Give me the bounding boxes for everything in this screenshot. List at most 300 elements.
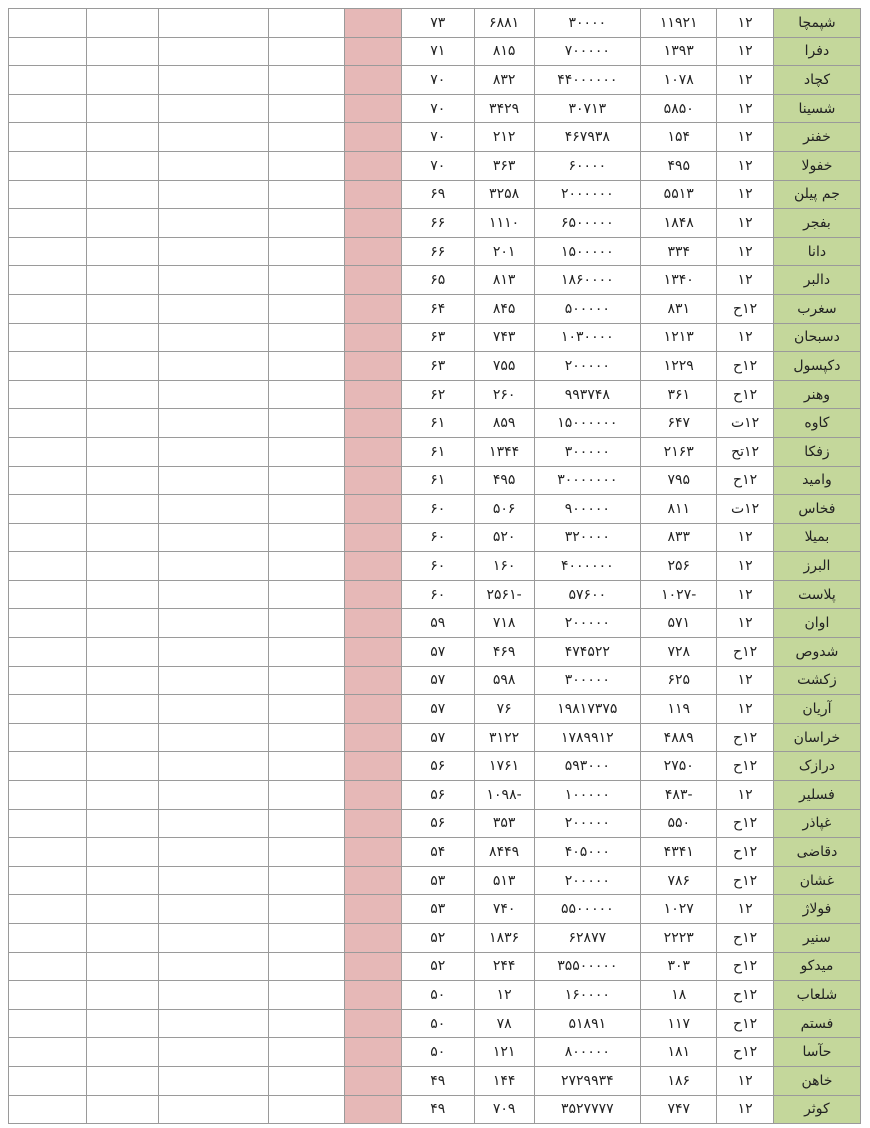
symbol-name-cell[interactable]: دفرا: [773, 37, 860, 66]
symbol-name-cell[interactable]: درازک: [773, 752, 860, 781]
highlight-cell[interactable]: [345, 37, 402, 66]
empty-cell[interactable]: [9, 323, 87, 352]
symbol-name-cell[interactable]: حآسا: [773, 1038, 860, 1067]
amount-cell[interactable]: ۲۰۰۰۰۰: [534, 866, 641, 895]
empty-cell[interactable]: [9, 866, 87, 895]
symbol-name-cell[interactable]: دسبحان: [773, 323, 860, 352]
score-cell[interactable]: ۶۰: [401, 580, 474, 609]
highlight-cell[interactable]: [345, 380, 402, 409]
empty-cell[interactable]: [9, 580, 87, 609]
highlight-cell[interactable]: [345, 952, 402, 981]
empty-cell[interactable]: [269, 981, 345, 1010]
empty-cell[interactable]: [159, 209, 269, 238]
empty-cell[interactable]: [159, 409, 269, 438]
empty-cell[interactable]: [159, 723, 269, 752]
amount-cell[interactable]: ۵۹۳۰۰۰: [534, 752, 641, 781]
empty-cell[interactable]: [87, 523, 159, 552]
empty-cell[interactable]: [9, 952, 87, 981]
code-cell[interactable]: ۱۲: [717, 895, 774, 924]
amount-cell[interactable]: ۶۲۸۷۷: [534, 924, 641, 953]
empty-cell[interactable]: [87, 94, 159, 123]
score-cell[interactable]: ۵۶: [401, 781, 474, 810]
empty-cell[interactable]: [87, 866, 159, 895]
score-cell[interactable]: ۵۷: [401, 723, 474, 752]
empty-cell[interactable]: [159, 180, 269, 209]
highlight-cell[interactable]: [345, 66, 402, 95]
code-cell[interactable]: ۱۲ح: [717, 838, 774, 867]
empty-cell[interactable]: [87, 723, 159, 752]
empty-cell[interactable]: [9, 466, 87, 495]
empty-cell[interactable]: [159, 1009, 269, 1038]
code-cell[interactable]: ۱۲: [717, 209, 774, 238]
empty-cell[interactable]: [9, 66, 87, 95]
value-cell[interactable]: ۲۱۲: [474, 123, 534, 152]
score-cell[interactable]: ۵۰: [401, 1009, 474, 1038]
empty-cell[interactable]: [159, 638, 269, 667]
amount-cell[interactable]: ۵۱۸۹۱: [534, 1009, 641, 1038]
empty-cell[interactable]: [159, 466, 269, 495]
highlight-cell[interactable]: [345, 523, 402, 552]
value-cell[interactable]: ۳۵۳: [474, 809, 534, 838]
value-cell[interactable]: ۷۸: [474, 1009, 534, 1038]
symbol-name-cell[interactable]: خراسان: [773, 723, 860, 752]
score-cell[interactable]: ۶۹: [401, 180, 474, 209]
empty-cell[interactable]: [159, 94, 269, 123]
code-cell[interactable]: ۱۲: [717, 695, 774, 724]
amount-cell[interactable]: ۱۰۳۰۰۰۰: [534, 323, 641, 352]
value-cell[interactable]: ۸۴۵: [474, 294, 534, 323]
value-cell[interactable]: ۸۳۲: [474, 66, 534, 95]
count-cell[interactable]: ۱۸۴۸: [641, 209, 717, 238]
empty-cell[interactable]: [159, 666, 269, 695]
empty-cell[interactable]: [9, 151, 87, 180]
score-cell[interactable]: ۶۱: [401, 466, 474, 495]
code-cell[interactable]: ۱۲: [717, 552, 774, 581]
highlight-cell[interactable]: [345, 1009, 402, 1038]
empty-cell[interactable]: [269, 37, 345, 66]
symbol-name-cell[interactable]: شلعاب: [773, 981, 860, 1010]
empty-cell[interactable]: [87, 352, 159, 381]
score-cell[interactable]: ۵۶: [401, 752, 474, 781]
empty-cell[interactable]: [269, 523, 345, 552]
empty-cell[interactable]: [269, 809, 345, 838]
count-cell[interactable]: ۱۵۴: [641, 123, 717, 152]
code-cell[interactable]: ۱۲ح: [717, 1038, 774, 1067]
highlight-cell[interactable]: [345, 180, 402, 209]
empty-cell[interactable]: [269, 723, 345, 752]
empty-cell[interactable]: [87, 781, 159, 810]
score-cell[interactable]: ۵۲: [401, 924, 474, 953]
empty-cell[interactable]: [159, 838, 269, 867]
value-cell[interactable]: ۱۱۱۰: [474, 209, 534, 238]
symbol-name-cell[interactable]: فولاژ: [773, 895, 860, 924]
empty-cell[interactable]: [9, 409, 87, 438]
value-cell[interactable]: ۲۰۱: [474, 237, 534, 266]
empty-cell[interactable]: [269, 409, 345, 438]
code-cell[interactable]: ۱۲ح: [717, 1009, 774, 1038]
count-cell[interactable]: ۱۲۱۳: [641, 323, 717, 352]
score-cell[interactable]: ۶۶: [401, 209, 474, 238]
amount-cell[interactable]: ۲۰۰۰۰۰۰: [534, 180, 641, 209]
empty-cell[interactable]: [269, 151, 345, 180]
value-cell[interactable]: ۷۱۸: [474, 609, 534, 638]
score-cell[interactable]: ۷۱: [401, 37, 474, 66]
count-cell[interactable]: ۱۲۲۹: [641, 352, 717, 381]
code-cell[interactable]: ۱۲ت: [717, 409, 774, 438]
symbol-name-cell[interactable]: شسینا: [773, 94, 860, 123]
count-cell[interactable]: ۵۷۱: [641, 609, 717, 638]
empty-cell[interactable]: [269, 180, 345, 209]
score-cell[interactable]: ۶۱: [401, 437, 474, 466]
value-cell[interactable]: ۱۷۶۱: [474, 752, 534, 781]
value-cell[interactable]: ۸۱۵: [474, 37, 534, 66]
code-cell[interactable]: ۱۲: [717, 266, 774, 295]
empty-cell[interactable]: [9, 495, 87, 524]
amount-cell[interactable]: ۳۰۷۱۳: [534, 94, 641, 123]
amount-cell[interactable]: ۳۵۵۰۰۰۰۰: [534, 952, 641, 981]
empty-cell[interactable]: [269, 752, 345, 781]
highlight-cell[interactable]: [345, 209, 402, 238]
count-cell[interactable]: ۷۸۶: [641, 866, 717, 895]
empty-cell[interactable]: [9, 37, 87, 66]
value-cell[interactable]: ۷۶: [474, 695, 534, 724]
symbol-name-cell[interactable]: کاوه: [773, 409, 860, 438]
value-cell[interactable]: ۲۶۰: [474, 380, 534, 409]
empty-cell[interactable]: [159, 495, 269, 524]
code-cell[interactable]: ۱۲: [717, 180, 774, 209]
score-cell[interactable]: ۵۳: [401, 895, 474, 924]
empty-cell[interactable]: [87, 580, 159, 609]
symbol-name-cell[interactable]: بمیلا: [773, 523, 860, 552]
amount-cell[interactable]: ۱۶۰۰۰۰: [534, 981, 641, 1010]
empty-cell[interactable]: [269, 895, 345, 924]
value-cell[interactable]: ۱۳۴۴: [474, 437, 534, 466]
count-cell[interactable]: ۲۲۲۳: [641, 924, 717, 953]
amount-cell[interactable]: ۶۵۰۰۰۰۰: [534, 209, 641, 238]
score-cell[interactable]: ۷۰: [401, 66, 474, 95]
empty-cell[interactable]: [9, 1009, 87, 1038]
empty-cell[interactable]: [269, 781, 345, 810]
highlight-cell[interactable]: [345, 695, 402, 724]
highlight-cell[interactable]: [345, 838, 402, 867]
code-cell[interactable]: ۱۲ح: [717, 466, 774, 495]
highlight-cell[interactable]: [345, 1095, 402, 1124]
empty-cell[interactable]: [269, 580, 345, 609]
empty-cell[interactable]: [87, 294, 159, 323]
symbol-name-cell[interactable]: آریان: [773, 695, 860, 724]
symbol-name-cell[interactable]: دانا: [773, 237, 860, 266]
empty-cell[interactable]: [159, 1038, 269, 1067]
empty-cell[interactable]: [87, 180, 159, 209]
count-cell[interactable]: ۱۰۷۸: [641, 66, 717, 95]
symbol-name-cell[interactable]: البرز: [773, 552, 860, 581]
symbol-name-cell[interactable]: سنیر: [773, 924, 860, 953]
code-cell[interactable]: ۱۲ح: [717, 866, 774, 895]
code-cell[interactable]: ۱۲: [717, 66, 774, 95]
empty-cell[interactable]: [87, 495, 159, 524]
empty-cell[interactable]: [9, 380, 87, 409]
amount-cell[interactable]: ۴۰۰۰۰۰۰: [534, 552, 641, 581]
empty-cell[interactable]: [159, 323, 269, 352]
empty-cell[interactable]: [269, 437, 345, 466]
value-cell[interactable]: ۷۵۵: [474, 352, 534, 381]
empty-cell[interactable]: [159, 123, 269, 152]
symbol-name-cell[interactable]: اوان: [773, 609, 860, 638]
code-cell[interactable]: ۱۲: [717, 37, 774, 66]
highlight-cell[interactable]: [345, 924, 402, 953]
amount-cell[interactable]: ۱۸۶۰۰۰۰: [534, 266, 641, 295]
value-cell[interactable]: ۳۶۳: [474, 151, 534, 180]
empty-cell[interactable]: [159, 266, 269, 295]
symbol-name-cell[interactable]: جم پیلن: [773, 180, 860, 209]
code-cell[interactable]: ۱۲: [717, 94, 774, 123]
empty-cell[interactable]: [87, 552, 159, 581]
empty-cell[interactable]: [9, 294, 87, 323]
empty-cell[interactable]: [9, 1095, 87, 1124]
empty-cell[interactable]: [9, 94, 87, 123]
highlight-cell[interactable]: [345, 495, 402, 524]
count-cell[interactable]: ۸۳۳: [641, 523, 717, 552]
empty-cell[interactable]: [87, 437, 159, 466]
value-cell[interactable]: ۵۰۶: [474, 495, 534, 524]
symbol-name-cell[interactable]: میدکو: [773, 952, 860, 981]
score-cell[interactable]: ۴۹: [401, 1066, 474, 1095]
score-cell[interactable]: ۵۷: [401, 638, 474, 667]
symbol-name-cell[interactable]: زکشت: [773, 666, 860, 695]
empty-cell[interactable]: [87, 151, 159, 180]
amount-cell[interactable]: ۱۵۰۰۰۰۰: [534, 237, 641, 266]
value-cell[interactable]: ۴۶۹: [474, 638, 534, 667]
count-cell[interactable]: ۸۳۱: [641, 294, 717, 323]
empty-cell[interactable]: [269, 294, 345, 323]
empty-cell[interactable]: [87, 924, 159, 953]
highlight-cell[interactable]: [345, 437, 402, 466]
code-cell[interactable]: ۱۲: [717, 666, 774, 695]
score-cell[interactable]: ۵۹: [401, 609, 474, 638]
count-cell[interactable]: ۱۱۹۲۱: [641, 9, 717, 38]
highlight-cell[interactable]: [345, 266, 402, 295]
count-cell[interactable]: ۶۲۵: [641, 666, 717, 695]
count-cell[interactable]: ۷۹۵: [641, 466, 717, 495]
empty-cell[interactable]: [87, 466, 159, 495]
highlight-cell[interactable]: [345, 123, 402, 152]
code-cell[interactable]: ۱۲تح: [717, 437, 774, 466]
amount-cell[interactable]: ۳۰۰۰۰۰۰۰: [534, 466, 641, 495]
symbol-name-cell[interactable]: سغرب: [773, 294, 860, 323]
highlight-cell[interactable]: [345, 723, 402, 752]
score-cell[interactable]: ۷۰: [401, 94, 474, 123]
symbol-name-cell[interactable]: خفنر: [773, 123, 860, 152]
symbol-name-cell[interactable]: غشان: [773, 866, 860, 895]
empty-cell[interactable]: [9, 981, 87, 1010]
empty-cell[interactable]: [87, 380, 159, 409]
code-cell[interactable]: ۱۲ح: [717, 981, 774, 1010]
value-cell[interactable]: ۵۹۸: [474, 666, 534, 695]
value-cell[interactable]: ۳۱۲۲: [474, 723, 534, 752]
code-cell[interactable]: ۱۲: [717, 781, 774, 810]
symbol-name-cell[interactable]: دکپسول: [773, 352, 860, 381]
score-cell[interactable]: ۷۰: [401, 123, 474, 152]
highlight-cell[interactable]: [345, 552, 402, 581]
value-cell[interactable]: ۱۶۰: [474, 552, 534, 581]
symbol-name-cell[interactable]: پلاست: [773, 580, 860, 609]
empty-cell[interactable]: [269, 1066, 345, 1095]
count-cell[interactable]: ۵۸۵۰: [641, 94, 717, 123]
symbol-name-cell[interactable]: زفکا: [773, 437, 860, 466]
symbol-name-cell[interactable]: شپمچا: [773, 9, 860, 38]
highlight-cell[interactable]: [345, 151, 402, 180]
count-cell[interactable]: ۱۳۴۰: [641, 266, 717, 295]
amount-cell[interactable]: ۱۷۸۹۹۱۲: [534, 723, 641, 752]
highlight-cell[interactable]: [345, 1038, 402, 1067]
highlight-cell[interactable]: [345, 809, 402, 838]
empty-cell[interactable]: [159, 580, 269, 609]
empty-cell[interactable]: [269, 237, 345, 266]
value-cell[interactable]: ۸۱۳: [474, 266, 534, 295]
value-cell[interactable]: ۱۴۴: [474, 1066, 534, 1095]
score-cell[interactable]: ۶۳: [401, 323, 474, 352]
count-cell[interactable]: ۴۹۵: [641, 151, 717, 180]
code-cell[interactable]: ۱۲: [717, 1095, 774, 1124]
empty-cell[interactable]: [159, 237, 269, 266]
score-cell[interactable]: ۷۳: [401, 9, 474, 38]
empty-cell[interactable]: [87, 9, 159, 38]
empty-cell[interactable]: [159, 1095, 269, 1124]
value-cell[interactable]: ۷۰۹: [474, 1095, 534, 1124]
value-cell[interactable]: ۱۲: [474, 981, 534, 1010]
empty-cell[interactable]: [9, 838, 87, 867]
count-cell[interactable]: ۱۳۹۳: [641, 37, 717, 66]
amount-cell[interactable]: ۱۰۰۰۰۰: [534, 781, 641, 810]
highlight-cell[interactable]: [345, 294, 402, 323]
amount-cell[interactable]: ۹۹۳۷۴۸: [534, 380, 641, 409]
empty-cell[interactable]: [159, 809, 269, 838]
score-cell[interactable]: ۴۹: [401, 1095, 474, 1124]
code-cell[interactable]: ۱۲: [717, 151, 774, 180]
empty-cell[interactable]: [159, 981, 269, 1010]
empty-cell[interactable]: [269, 924, 345, 953]
empty-cell[interactable]: [9, 924, 87, 953]
empty-cell[interactable]: [87, 838, 159, 867]
value-cell[interactable]: ۱۸۳۶: [474, 924, 534, 953]
empty-cell[interactable]: [9, 180, 87, 209]
score-cell[interactable]: ۵۴: [401, 838, 474, 867]
highlight-cell[interactable]: [345, 9, 402, 38]
highlight-cell[interactable]: [345, 466, 402, 495]
symbol-name-cell[interactable]: دقاضی: [773, 838, 860, 867]
empty-cell[interactable]: [269, 352, 345, 381]
empty-cell[interactable]: [269, 838, 345, 867]
count-cell[interactable]: ۱۸۱: [641, 1038, 717, 1067]
symbol-name-cell[interactable]: فخاس: [773, 495, 860, 524]
empty-cell[interactable]: [159, 924, 269, 953]
empty-cell[interactable]: [9, 552, 87, 581]
count-cell[interactable]: ۸۱۱: [641, 495, 717, 524]
amount-cell[interactable]: ۸۰۰۰۰۰: [534, 1038, 641, 1067]
empty-cell[interactable]: [159, 552, 269, 581]
empty-cell[interactable]: [269, 866, 345, 895]
empty-cell[interactable]: [87, 1038, 159, 1067]
empty-cell[interactable]: [9, 638, 87, 667]
symbol-name-cell[interactable]: کچاد: [773, 66, 860, 95]
amount-cell[interactable]: ۳۲۰۰۰۰: [534, 523, 641, 552]
highlight-cell[interactable]: [345, 580, 402, 609]
empty-cell[interactable]: [159, 695, 269, 724]
empty-cell[interactable]: [9, 695, 87, 724]
code-cell[interactable]: ۱۲ح: [717, 952, 774, 981]
score-cell[interactable]: ۵۰: [401, 981, 474, 1010]
amount-cell[interactable]: ۳۰۰۰۰۰: [534, 437, 641, 466]
empty-cell[interactable]: [269, 1095, 345, 1124]
amount-cell[interactable]: ۲۰۰۰۰۰: [534, 352, 641, 381]
empty-cell[interactable]: [87, 809, 159, 838]
count-cell[interactable]: ۴۳۴۱: [641, 838, 717, 867]
highlight-cell[interactable]: [345, 981, 402, 1010]
empty-cell[interactable]: [9, 666, 87, 695]
empty-cell[interactable]: [87, 1009, 159, 1038]
highlight-cell[interactable]: [345, 666, 402, 695]
score-cell[interactable]: ۶۵: [401, 266, 474, 295]
symbol-name-cell[interactable]: بفجر: [773, 209, 860, 238]
empty-cell[interactable]: [9, 237, 87, 266]
amount-cell[interactable]: ۳۰۰۰۰: [534, 9, 641, 38]
code-cell[interactable]: ۱۲ح: [717, 294, 774, 323]
empty-cell[interactable]: [9, 352, 87, 381]
symbol-name-cell[interactable]: فسلیر: [773, 781, 860, 810]
symbol-name-cell[interactable]: غپاذر: [773, 809, 860, 838]
count-cell[interactable]: ۵۵۱۳: [641, 180, 717, 209]
empty-cell[interactable]: [269, 1009, 345, 1038]
score-cell[interactable]: ۵۳: [401, 866, 474, 895]
amount-cell[interactable]: ۵۰۰۰۰۰: [534, 294, 641, 323]
code-cell[interactable]: ۱۲: [717, 123, 774, 152]
count-cell[interactable]: ۷۲۸: [641, 638, 717, 667]
value-cell[interactable]: ۵۱۳: [474, 866, 534, 895]
empty-cell[interactable]: [9, 9, 87, 38]
empty-cell[interactable]: [159, 609, 269, 638]
code-cell[interactable]: ۱۲ح: [717, 723, 774, 752]
highlight-cell[interactable]: [345, 781, 402, 810]
empty-cell[interactable]: [159, 781, 269, 810]
empty-cell[interactable]: [159, 952, 269, 981]
score-cell[interactable]: ۵۷: [401, 695, 474, 724]
code-cell[interactable]: ۱۲ت: [717, 495, 774, 524]
count-cell[interactable]: ۳۰۳: [641, 952, 717, 981]
empty-cell[interactable]: [269, 123, 345, 152]
empty-cell[interactable]: [159, 895, 269, 924]
empty-cell[interactable]: [269, 94, 345, 123]
empty-cell[interactable]: [87, 323, 159, 352]
empty-cell[interactable]: [269, 666, 345, 695]
empty-cell[interactable]: [159, 352, 269, 381]
amount-cell[interactable]: ۵۵۰۰۰۰۰: [534, 895, 641, 924]
score-cell[interactable]: ۵۰: [401, 1038, 474, 1067]
empty-cell[interactable]: [9, 895, 87, 924]
score-cell[interactable]: ۶۰: [401, 495, 474, 524]
amount-cell[interactable]: ۳۵۲۷۷۷۷: [534, 1095, 641, 1124]
empty-cell[interactable]: [159, 437, 269, 466]
score-cell[interactable]: ۶۴: [401, 294, 474, 323]
empty-cell[interactable]: [87, 209, 159, 238]
amount-cell[interactable]: ۱۵۰۰۰۰۰۰: [534, 409, 641, 438]
empty-cell[interactable]: [87, 695, 159, 724]
score-cell[interactable]: ۶۰: [401, 552, 474, 581]
empty-cell[interactable]: [87, 1095, 159, 1124]
empty-cell[interactable]: [87, 123, 159, 152]
value-cell[interactable]: ۴۹۵: [474, 466, 534, 495]
code-cell[interactable]: ۱۲ح: [717, 752, 774, 781]
symbol-name-cell[interactable]: شدوص: [773, 638, 860, 667]
